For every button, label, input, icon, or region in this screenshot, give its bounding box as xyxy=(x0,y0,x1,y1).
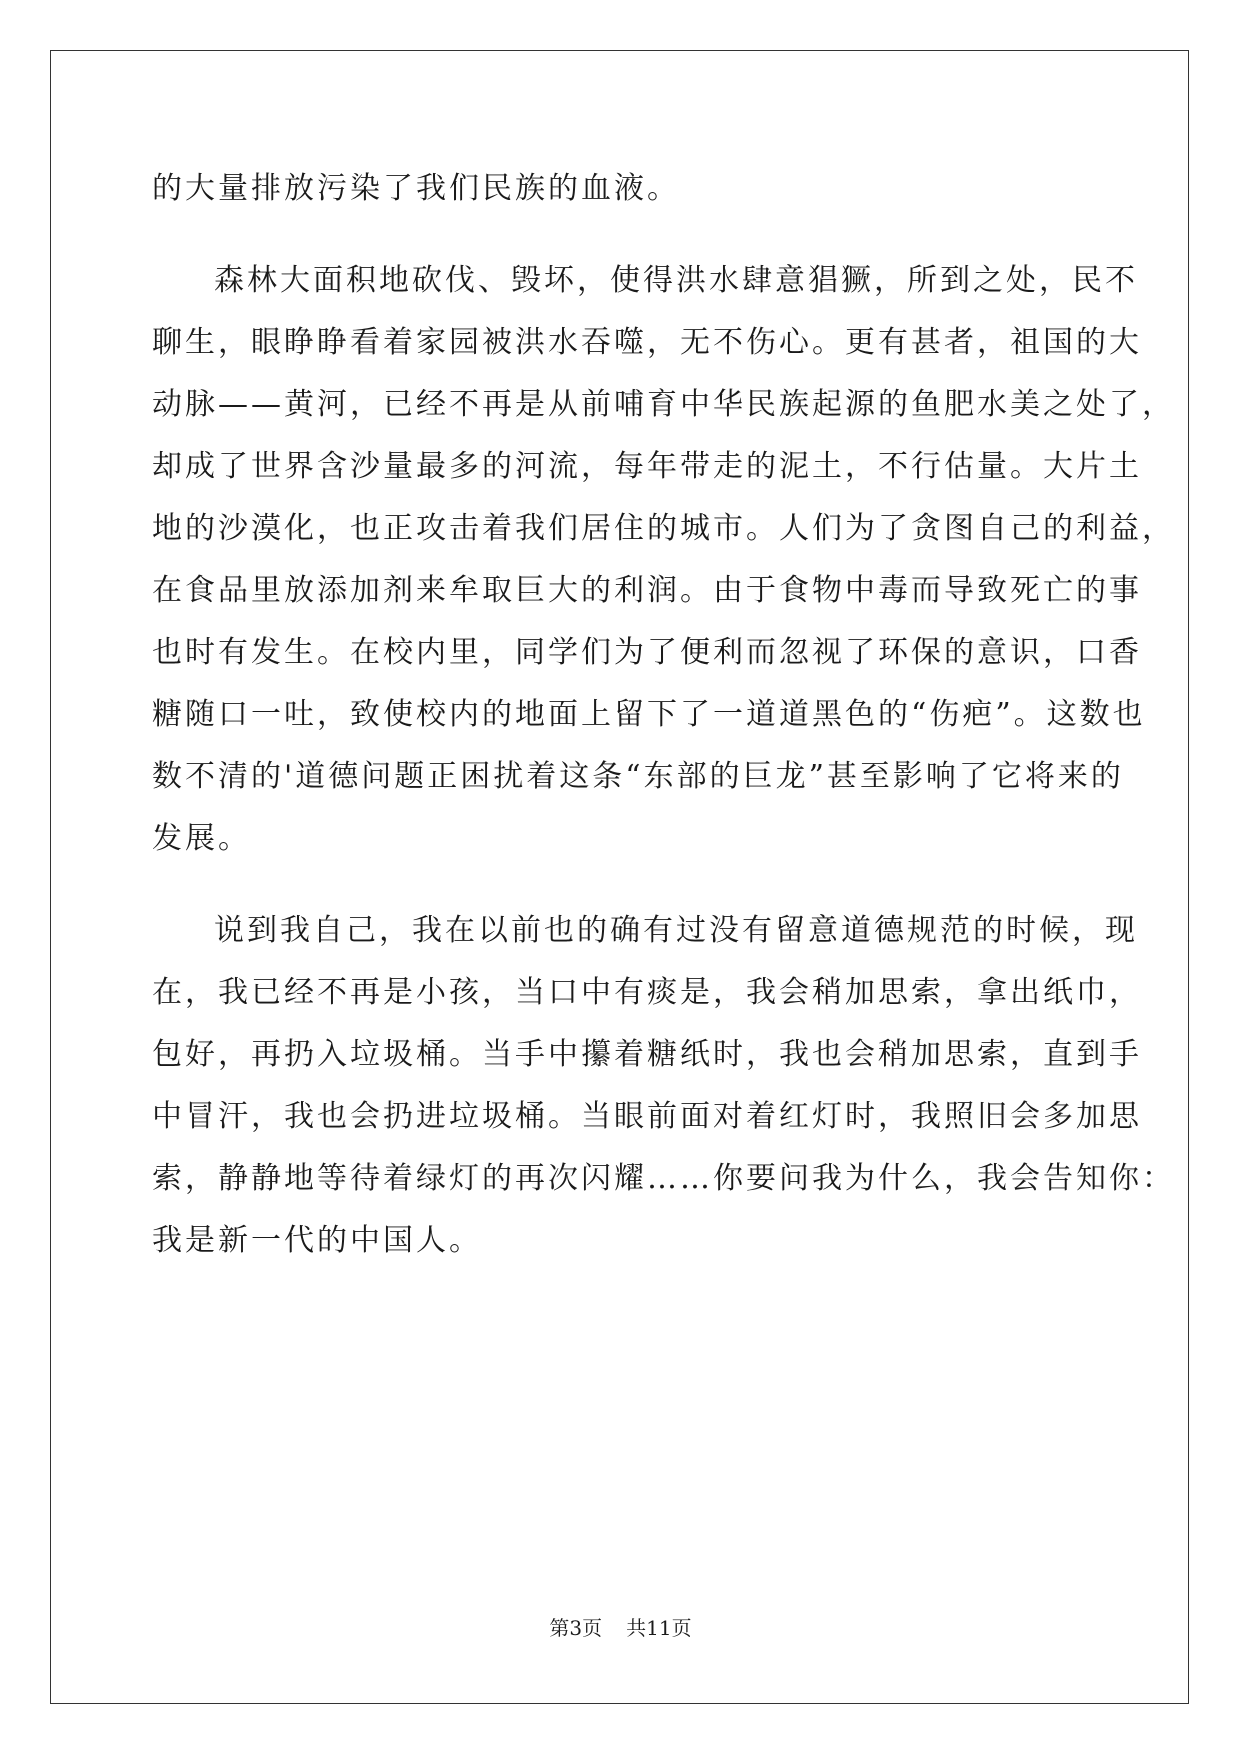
text-line: 糖随口一吐，致使校内的地面上留下了一道道黑色的“伤疤”。这数也 xyxy=(152,697,1146,732)
page-footer xyxy=(0,1612,1241,1641)
text-line: 聊生，眼睁睁看着家园被洪水吞噬，无不伤心。更有甚者，祖国的大 xyxy=(152,325,1142,360)
text-line: 包好，再扔入垃圾桶。当手中攥着糖纸时，我也会稍加思索，直到手 xyxy=(152,1037,1142,1072)
text-line: 发展。 xyxy=(152,821,251,856)
text-line: 也时有发生。在校内里，同学们为了便利而忽视了环保的意识，口香 xyxy=(152,635,1142,670)
text-line: 在，我已经不再是小孩，当口中有痰是，我会稍加思索，拿出纸巾， xyxy=(152,975,1142,1010)
page-number: 第3页 xyxy=(549,1616,603,1640)
text-line: 森林大面积地砍伐、毁坏，使得洪水肆意猖獗，所到之处，民不 xyxy=(214,263,1138,298)
text-line: 动脉——黄河，已经不再是从前哺育中华民族起源的鱼肥水美之处了， xyxy=(152,387,1175,422)
total-pages: 共11页 xyxy=(626,1616,692,1640)
text-line: 我是新一代的中国人。 xyxy=(152,1223,482,1258)
paragraph-3 xyxy=(152,900,1175,1272)
text-line: 的大量排放污染了我们民族的血液。 xyxy=(152,171,680,206)
text-line: 索，静静地等待着绿灯的再次闪耀……你要问我为什么，我会告知你： xyxy=(152,1161,1175,1196)
paragraph-2 xyxy=(152,250,1175,870)
text-line: 说到我自己，我在以前也的确有过没有留意道德规范的时候，现 xyxy=(214,913,1138,948)
document-body xyxy=(152,158,1175,1272)
text-line: 数不清的'道德问题正困扰着这条“东部的巨龙”甚至影响了它将来的 xyxy=(152,759,1124,794)
text-line: 地的沙漠化，也正攻击着我们居住的城市。人们为了贪图自己的利益， xyxy=(152,511,1175,546)
text-line: 却成了世界含沙量最多的河流，每年带走的泥土，不行估量。大片土 xyxy=(152,449,1142,484)
text-line: 中冒汗，我也会扔进垃圾桶。当眼前面对着红灯时，我照旧会多加思 xyxy=(152,1099,1142,1134)
paragraph-1 xyxy=(152,158,1088,220)
text-line: 在食品里放添加剂来牟取巨大的利润。由于食物中毒而导致死亡的事 xyxy=(152,573,1142,608)
